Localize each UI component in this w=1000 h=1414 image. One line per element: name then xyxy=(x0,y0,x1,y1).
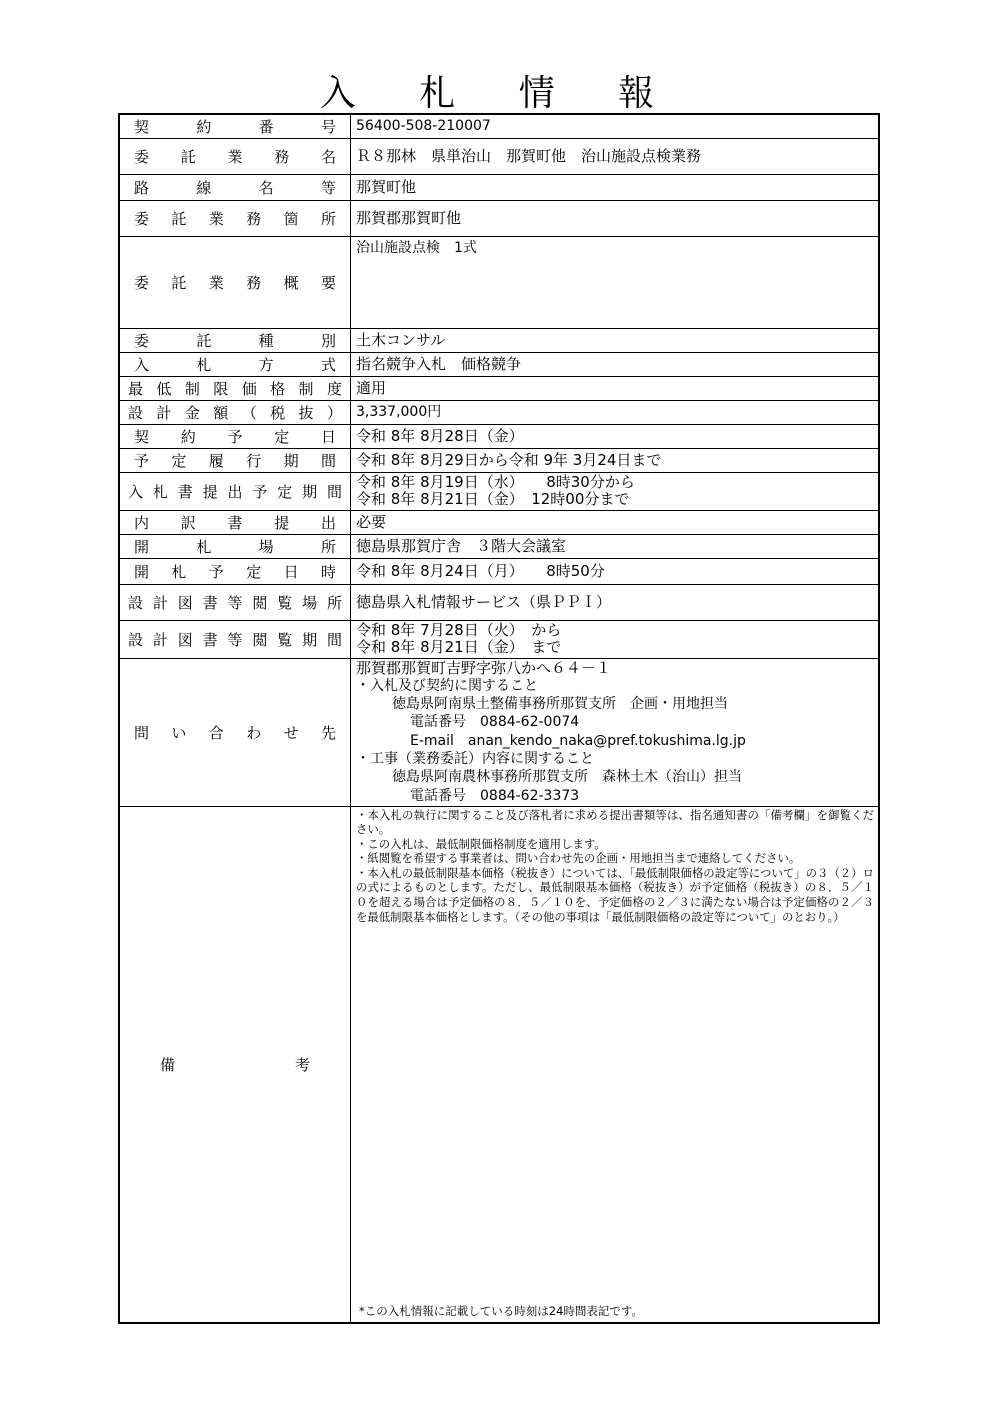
label-work-location: 委託業務箇所 xyxy=(119,200,351,236)
row-viewing-place xyxy=(119,584,879,620)
row-work-name xyxy=(119,138,879,174)
value-contract-type: 土木コンサル xyxy=(351,328,880,352)
viewing-period-end: 令和 8年 8月21日（金） まで xyxy=(356,638,562,656)
label-design-amount: 設計金額（税抜） xyxy=(119,400,351,424)
label-work-name: 委託業務名 xyxy=(119,138,351,174)
remarks-note: ・この入札は、最低制限価格制度を適用します。 xyxy=(356,836,606,851)
value-viewing-period xyxy=(351,620,880,658)
value-breakdown-submission: 必要 xyxy=(351,510,880,534)
row-opening-datetime xyxy=(119,558,879,584)
remarks-note: ・本入札の最低制限基本価格（税抜き）については、「最低制限価格の設定等について」の３（２）ロの式によるものとします。ただし、最低制限基本価格（税抜き）が予定価格（税抜き）の８．５／１０を超える場合は予定価格の８．５／１０を、予定価格の２／３に満たない場合は予定価格の２／３を最低制限基本価格とします。（その他の事項は「最低制限価格の設定等について」のとおり。） xyxy=(356,865,874,924)
row-contract-date xyxy=(119,424,879,448)
label-contract-number: 契約番号 xyxy=(119,114,351,138)
row-viewing-period xyxy=(119,620,879,658)
value-contract-date: 令和 8年 8月28日（金） xyxy=(351,424,880,448)
contact-office-2: 徳島県阿南農林事務所那賀支所 森林土木（治山）担当 xyxy=(392,769,742,786)
label-contact: 問い合わせ先 xyxy=(119,658,351,806)
label-breakdown-submission: 内訳書提出 xyxy=(119,510,351,534)
contact-phone-1: 電話番号 0884-62-0074 xyxy=(410,714,580,731)
contact-heading-work: ・工事（業務委託）内容に関すること xyxy=(356,750,594,767)
label-work-summary: 委託業務概要 xyxy=(119,236,351,328)
value-route-name: 那賀町他 xyxy=(351,174,880,200)
row-contract-type xyxy=(119,328,879,352)
value-viewing-place: 徳島県入札情報サービス（県ＰＰＩ） xyxy=(351,584,880,620)
viewing-period-start: 令和 8年 7月28日（火） から xyxy=(356,621,562,639)
value-work-summary: 治山施設点検 1式 xyxy=(351,236,880,328)
value-bid-submission-period xyxy=(351,472,880,510)
value-contact xyxy=(351,658,880,806)
contact-heading-contract: ・入札及び契約に関すること xyxy=(356,677,538,694)
value-bid-method: 指名競争入札 価格競争 xyxy=(351,352,880,376)
remarks-footnote: *この入札情報に記載している時刻は24時間表記です。 xyxy=(359,1304,643,1318)
value-performance-period: 令和 8年 8月29日から令和 9年 3月24日まで xyxy=(351,448,880,472)
row-work-summary xyxy=(119,236,879,328)
row-bid-submission-period xyxy=(119,472,879,510)
value-min-price-system: 適用 xyxy=(351,376,880,400)
value-design-amount: 3,337,000円 xyxy=(351,400,880,424)
label-viewing-place: 設計図書等閲覧場所 xyxy=(119,584,351,620)
value-remarks xyxy=(351,806,880,1323)
bid-info-table xyxy=(118,113,880,1324)
bid-submission-start: 令和 8年 8月19日（水） 8時30分から xyxy=(356,473,635,491)
label-min-price-system: 最低制限価格制度 xyxy=(119,376,351,400)
value-opening-datetime: 令和 8年 8月24日（月） 8時50分 xyxy=(351,558,880,584)
row-bid-method xyxy=(119,352,879,376)
label-bid-submission-period: 入札書提出予定期間 xyxy=(119,472,351,510)
remarks-note: ・本入札の執行に関すること及び落札者に求める提出書類等は、指名通知書の「備考欄」を御覧ください。 xyxy=(356,807,874,837)
value-contract-number: 56400-508-210007 xyxy=(351,114,880,138)
label-opening-place: 開札場所 xyxy=(119,534,351,558)
remarks-notes xyxy=(356,808,878,925)
value-work-location: 那賀郡那賀町他 xyxy=(351,200,880,236)
contact-address: 那賀郡那賀町吉野字弥八かへ６４－１ xyxy=(356,658,612,677)
label-opening-datetime: 開札予定日時 xyxy=(119,558,351,584)
contact-phone-2: 電話番号 0884-62-3373 xyxy=(410,787,580,804)
row-contract-number xyxy=(119,114,879,138)
row-work-location xyxy=(119,200,879,236)
row-min-price-system xyxy=(119,376,879,400)
row-opening-place xyxy=(119,534,879,558)
row-route-name xyxy=(119,174,879,200)
value-work-name: Ｒ８那林 県単治山 那賀町他 治山施設点検業務 xyxy=(351,138,880,174)
label-route-name: 路線名等 xyxy=(119,174,351,200)
row-contact xyxy=(119,658,879,806)
row-performance-period xyxy=(119,448,879,472)
row-design-amount xyxy=(119,400,879,424)
contact-office-1: 徳島県阿南県土整備事務所那賀支所 企画・用地担当 xyxy=(392,696,728,713)
label-bid-method: 入札方式 xyxy=(119,352,351,376)
label-viewing-period: 設計図書等閲覧期間 xyxy=(119,620,351,658)
label-performance-period: 予定履行期間 xyxy=(119,448,351,472)
label-remarks: 備考 xyxy=(119,806,351,1323)
label-contract-type: 委託種別 xyxy=(119,328,351,352)
row-breakdown-submission xyxy=(119,510,879,534)
row-remarks xyxy=(119,806,879,1323)
remarks-note: ・紙閲覧を希望する事業者は、問い合わせ先の企画・用地担当まで連絡してください。 xyxy=(356,851,801,866)
contact-email: E-mail anan_kendo_naka@pref.tokushima.lg.jp xyxy=(410,732,746,749)
page-title: 入 札 情 報 xyxy=(319,73,681,114)
label-contract-date: 契約予定日 xyxy=(119,424,351,448)
bid-submission-end: 令和 8年 8月21日（金） 12時00分まで xyxy=(356,490,630,508)
value-opening-place: 徳島県那賀庁舎 ３階大会議室 xyxy=(351,534,880,558)
